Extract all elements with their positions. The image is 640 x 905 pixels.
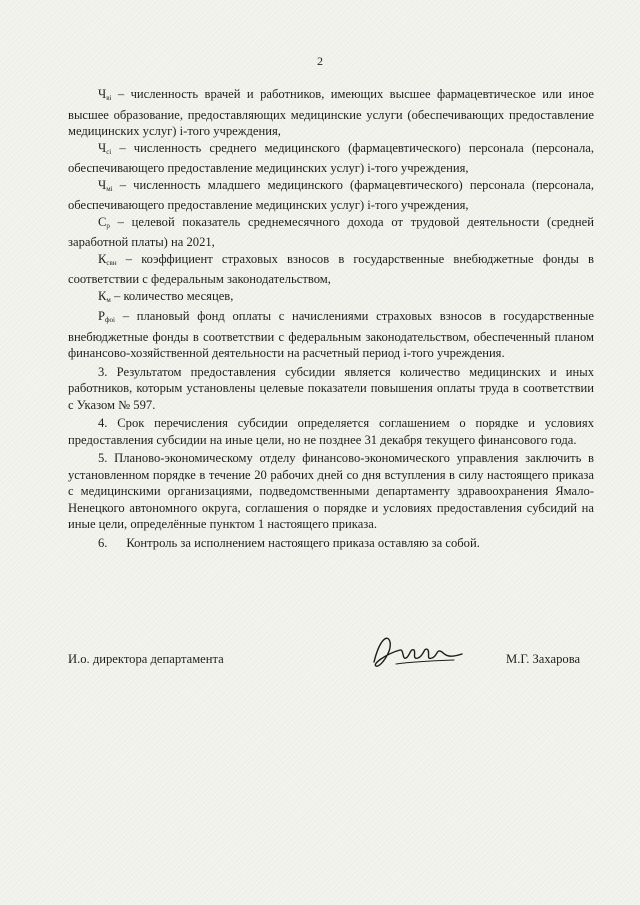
paragraph-6-control: 6. Контроль за исполнением настоящего приказа оставляю за собой. <box>98 535 480 550</box>
signatory-title: И.о. директора департамента <box>68 652 224 666</box>
paragraph-3-result: 3. Результатом предоставления субсидии является количество медицинских и иных работников, которым установлены целевые показатели повышения оплаты труда в соответствии с Указом № 597. <box>68 364 594 412</box>
page-number: 2 <box>317 54 323 68</box>
document-body <box>68 86 594 551</box>
definition-junior-staff: $Ч_{мi}$ – численность младшего медицинского (фармацевтического) персонала (персонала, обеспечивающего предоставление медицинских услуг) i-того учреждения, <box>68 177 594 212</box>
definition-target-income: $С_р$ – целевой показатель среднемесячного дохода от трудовой деятельности (средней заработной платы) на 2021, <box>68 214 594 249</box>
definition-months: $К_м$ – количество месяцев, <box>98 288 234 304</box>
definition-insurance-coefficient: $К_{свн}$ – коэффициент страховых взносов в государственные внебюджетные фонды в соответствии с федеральным законодательством, <box>68 251 594 286</box>
definition-payroll-fund: $Р_{фоi}$ – плановый фонд оплаты с начислениями страховых взносов в государственные внебюджетные фонды в соответствии с федеральным законодательством, обеспеченный планом финансово-хозяйственной деятельности на расчетный период i-того учреждения. <box>68 309 594 360</box>
handwritten-signature <box>366 628 466 678</box>
signatory-name: М.Г. Захарова <box>506 652 581 666</box>
paragraph-5-agreements: 5. Планово-экономическому отделу финансово-экономического управления заключить в установленном порядке в течение 20 рабочих дней со дня вступления в силу настоящего приказа с медицинскими организациями, подведомственными департаменту здравоохранения Ямало-Ненецкого автономного округа, соглашения о порядке и условиях предоставления субсидий на иные цели, определённые пунктом 1 настоящего приказа. <box>68 451 594 531</box>
definition-doctors: $Ч_{вi}$ – численность врачей и работников, имеющих высшее фармацевтическое или иное высшее образование, предоставляющих медицинские услуги (обеспечивающих предоставление медицинских услуг) i-того учреждения, <box>68 87 594 138</box>
definition-middle-staff: $Ч_{сi}$ – численность среднего медицинского (фармацевтического) персонала (персонала, обеспечивающего предоставление медицинских услуг) i-того учреждения, <box>68 140 594 175</box>
paragraph-4-deadline: 4. Срок перечисления субсидии определяется соглашением о порядке и условиях предоставления субсидии на иные цели, но не позднее 31 декабря текущего финансового года. <box>68 416 594 447</box>
